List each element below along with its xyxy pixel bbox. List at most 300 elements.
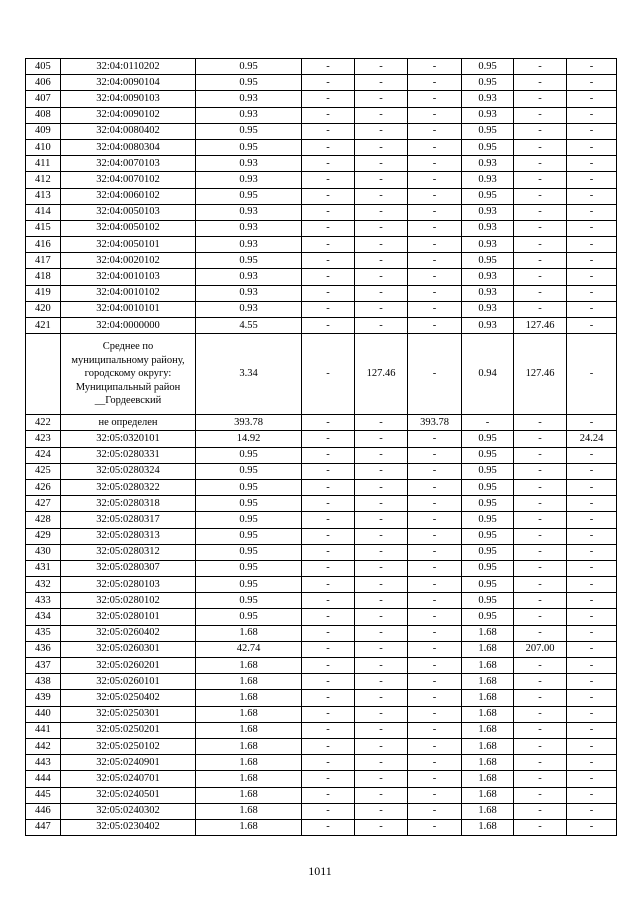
table-cell: - [355, 59, 408, 75]
table-cell: 393.78 [196, 415, 302, 431]
table-cell: - [408, 512, 462, 528]
table-cell: - [302, 496, 355, 512]
table-cell: - [514, 625, 567, 641]
row-number: 441 [26, 722, 61, 738]
table-cell: - [302, 512, 355, 528]
table-cell: - [302, 787, 355, 803]
table-cell: 0.95 [196, 544, 302, 560]
table-cell: - [567, 560, 617, 576]
table-cell: - [355, 528, 408, 544]
table-cell: 0.95 [196, 123, 302, 139]
data-table [25, 58, 617, 836]
table-cell: - [514, 674, 567, 690]
table-cell: - [514, 107, 567, 123]
table-cell: 0.95 [462, 544, 514, 560]
table-cell: - [355, 593, 408, 609]
table-cell: 1.68 [196, 658, 302, 674]
table-cell: - [514, 431, 567, 447]
cadastral-number: 32:05:0280102 [61, 593, 196, 609]
table-row [26, 220, 617, 236]
table-row [26, 803, 617, 819]
table-cell: - [408, 447, 462, 463]
table-cell: - [514, 738, 567, 754]
table-cell: - [355, 771, 408, 787]
table-cell: - [514, 706, 567, 722]
table-cell: - [514, 91, 567, 107]
table-cell: 0.95 [196, 560, 302, 576]
table-cell: - [408, 706, 462, 722]
table-cell: - [514, 59, 567, 75]
table-cell: - [355, 156, 408, 172]
table-cell: - [302, 755, 355, 771]
row-number: 406 [26, 75, 61, 91]
table-cell: - [355, 237, 408, 253]
table-row [26, 658, 617, 674]
table-cell: - [408, 431, 462, 447]
table-cell: - [567, 463, 617, 479]
table-cell: 0.93 [462, 237, 514, 253]
table-cell: 0.93 [462, 204, 514, 220]
row-number: 428 [26, 512, 61, 528]
table-cell: - [408, 803, 462, 819]
table-row [26, 415, 617, 431]
table-cell: 1.68 [462, 738, 514, 754]
table-cell: - [514, 204, 567, 220]
table-cell: 1.68 [196, 674, 302, 690]
table-cell: - [567, 528, 617, 544]
table-row [26, 609, 617, 625]
table-cell: - [408, 771, 462, 787]
table-cell: 1.68 [462, 641, 514, 657]
row-number: 419 [26, 285, 61, 301]
table-cell: 0.95 [462, 188, 514, 204]
table-cell: - [302, 415, 355, 431]
table-cell: 0.95 [462, 59, 514, 75]
table-cell: - [514, 172, 567, 188]
table-cell: - [302, 803, 355, 819]
table-cell: - [302, 706, 355, 722]
table-row [26, 577, 617, 593]
table-cell: 0.95 [196, 609, 302, 625]
row-number: 434 [26, 609, 61, 625]
table-cell: - [355, 803, 408, 819]
table-cell: - [567, 156, 617, 172]
cadastral-number: 32:04:0000000 [61, 318, 196, 334]
table-cell: - [355, 463, 408, 479]
cadastral-number: 32:04:0010103 [61, 269, 196, 285]
table-cell: - [408, 75, 462, 91]
table-cell: - [302, 722, 355, 738]
table-cell: - [567, 738, 617, 754]
table-cell: - [355, 738, 408, 754]
table-cell: - [302, 771, 355, 787]
cadastral-number: 32:05:0240701 [61, 771, 196, 787]
table-cell: - [355, 577, 408, 593]
row-number: 423 [26, 431, 61, 447]
table-cell: 0.93 [462, 156, 514, 172]
cadastral-number: 32:05:0250402 [61, 690, 196, 706]
table-cell: - [567, 139, 617, 155]
table-cell: - [514, 447, 567, 463]
table-row [26, 641, 617, 657]
table-cell: - [355, 204, 408, 220]
cadastral-number: не определен [61, 415, 196, 431]
summary-value: - [408, 334, 462, 415]
table-cell: - [514, 415, 567, 431]
table-cell: - [408, 544, 462, 560]
table-cell: - [302, 237, 355, 253]
table-cell: - [514, 528, 567, 544]
table-cell: 0.93 [196, 237, 302, 253]
cadastral-number: 32:05:0260101 [61, 674, 196, 690]
table-cell: - [302, 253, 355, 269]
table-cell: 0.93 [196, 220, 302, 236]
table-cell: - [567, 544, 617, 560]
table-cell: - [408, 593, 462, 609]
table-cell: 0.95 [462, 123, 514, 139]
row-number: 447 [26, 819, 61, 835]
table-cell: 1.68 [462, 658, 514, 674]
table-cell: 0.93 [462, 107, 514, 123]
table-cell: - [567, 787, 617, 803]
table-cell: - [302, 91, 355, 107]
row-number: 445 [26, 787, 61, 803]
table-cell: - [355, 431, 408, 447]
table-cell: - [355, 787, 408, 803]
table-row [26, 819, 617, 835]
table-cell: - [514, 496, 567, 512]
cadastral-number: 32:04:0090103 [61, 91, 196, 107]
row-number: 425 [26, 463, 61, 479]
cadastral-number: 32:05:0250301 [61, 706, 196, 722]
cadastral-number: 32:04:0070102 [61, 172, 196, 188]
table-cell: - [355, 107, 408, 123]
row-number: 443 [26, 755, 61, 771]
table-cell: 0.95 [196, 253, 302, 269]
table-cell: - [355, 641, 408, 657]
table-row [26, 253, 617, 269]
table-row [26, 431, 617, 447]
table-cell: - [355, 706, 408, 722]
table-cell: - [514, 123, 567, 139]
cadastral-number: 32:04:0050102 [61, 220, 196, 236]
cadastral-number: 32:05:0280103 [61, 577, 196, 593]
table-cell: - [408, 318, 462, 334]
row-number: 427 [26, 496, 61, 512]
table-cell: 1.68 [196, 771, 302, 787]
table-cell: - [355, 91, 408, 107]
table-cell: - [355, 301, 408, 317]
cadastral-number: 32:04:0060102 [61, 188, 196, 204]
table-cell: - [355, 479, 408, 495]
row-number: 422 [26, 415, 61, 431]
table-cell: - [355, 819, 408, 835]
row-number: 411 [26, 156, 61, 172]
table-cell: - [567, 447, 617, 463]
table-cell: 1.68 [196, 819, 302, 835]
table-cell: - [567, 107, 617, 123]
table-cell: - [302, 463, 355, 479]
summary-value: - [302, 334, 355, 415]
table-cell: - [355, 220, 408, 236]
table-cell: - [408, 609, 462, 625]
cadastral-number: 32:05:0240901 [61, 755, 196, 771]
table-cell: 0.95 [196, 528, 302, 544]
table-cell: 1.68 [462, 755, 514, 771]
row-number: 407 [26, 91, 61, 107]
row-number: 438 [26, 674, 61, 690]
table-row [26, 172, 617, 188]
table-cell: - [408, 59, 462, 75]
table-row [26, 722, 617, 738]
cadastral-number: 32:05:0250201 [61, 722, 196, 738]
table-cell: - [355, 609, 408, 625]
table-cell: 1.68 [462, 722, 514, 738]
table-cell: - [302, 301, 355, 317]
table-cell: 4.55 [196, 318, 302, 334]
table-cell: - [567, 803, 617, 819]
table-cell: - [567, 301, 617, 317]
table-cell: 0.95 [462, 75, 514, 91]
row-number: 436 [26, 641, 61, 657]
table-cell: - [355, 188, 408, 204]
table-cell: - [514, 544, 567, 560]
cadastral-number: 32:05:0280331 [61, 447, 196, 463]
table-cell: 0.93 [462, 269, 514, 285]
table-cell: 0.93 [462, 91, 514, 107]
table-cell: - [514, 609, 567, 625]
table-cell: - [408, 188, 462, 204]
table-cell: - [408, 560, 462, 576]
table-row [26, 204, 617, 220]
table-cell: - [567, 706, 617, 722]
table-cell: - [302, 204, 355, 220]
table-cell: - [567, 220, 617, 236]
table-cell: - [567, 59, 617, 75]
table-cell: - [355, 123, 408, 139]
row-number: 433 [26, 593, 61, 609]
table-cell: - [567, 674, 617, 690]
table-cell: 0.95 [196, 496, 302, 512]
row-number: 446 [26, 803, 61, 819]
table-cell: - [567, 496, 617, 512]
table-row [26, 771, 617, 787]
cadastral-number: 32:04:0080402 [61, 123, 196, 139]
table-cell: - [514, 220, 567, 236]
row-number: 432 [26, 577, 61, 593]
table-cell: - [514, 75, 567, 91]
table-cell: 0.95 [196, 188, 302, 204]
table-cell: - [302, 658, 355, 674]
table-cell: 0.95 [196, 59, 302, 75]
table-cell: 0.95 [462, 253, 514, 269]
table-cell: - [514, 301, 567, 317]
table-cell: - [355, 690, 408, 706]
table-cell: 1.68 [462, 803, 514, 819]
table-cell: - [302, 188, 355, 204]
table-cell: 0.95 [462, 463, 514, 479]
table-cell: 0.95 [462, 479, 514, 495]
cadastral-number: 32:04:0090102 [61, 107, 196, 123]
summary-value: 3.34 [196, 334, 302, 415]
table-cell: 0.95 [462, 447, 514, 463]
table-cell: - [408, 819, 462, 835]
table-cell: - [514, 577, 567, 593]
table-cell: - [355, 755, 408, 771]
row-number: 437 [26, 658, 61, 674]
table-cell: 0.95 [196, 463, 302, 479]
table-cell: - [567, 593, 617, 609]
table-cell: - [567, 75, 617, 91]
table-cell: 0.95 [462, 609, 514, 625]
table-cell: 0.95 [462, 496, 514, 512]
table-cell: 0.93 [196, 156, 302, 172]
table-cell: 1.68 [462, 706, 514, 722]
table-row [26, 674, 617, 690]
table-cell: 0.95 [196, 593, 302, 609]
table-cell: - [567, 755, 617, 771]
table-cell: - [514, 819, 567, 835]
table-cell: - [302, 577, 355, 593]
table-cell: - [567, 625, 617, 641]
table-cell: - [514, 285, 567, 301]
table-cell: - [302, 172, 355, 188]
table-row [26, 479, 617, 495]
table-cell: 0.95 [462, 593, 514, 609]
table-cell: 1.68 [462, 625, 514, 641]
table-cell: - [514, 156, 567, 172]
table-cell: 1.68 [462, 674, 514, 690]
table-cell: - [355, 722, 408, 738]
table-cell: 24.24 [567, 431, 617, 447]
table-cell: - [355, 269, 408, 285]
table-row [26, 787, 617, 803]
cadastral-number: 32:05:0240302 [61, 803, 196, 819]
table-cell: - [567, 609, 617, 625]
table-cell: 1.68 [462, 787, 514, 803]
summary-value: 0.94 [462, 334, 514, 415]
table-cell: 0.93 [196, 269, 302, 285]
row-number: 429 [26, 528, 61, 544]
table-cell: - [408, 496, 462, 512]
table-cell: 0.95 [462, 431, 514, 447]
table-cell: - [355, 447, 408, 463]
row-number: 430 [26, 544, 61, 560]
table-cell: 1.68 [196, 803, 302, 819]
table-cell: 1.68 [196, 755, 302, 771]
table-row [26, 139, 617, 155]
table-cell: 0.93 [462, 172, 514, 188]
table-cell: - [408, 172, 462, 188]
table-cell: - [514, 690, 567, 706]
table-cell: - [514, 479, 567, 495]
table-cell: - [408, 269, 462, 285]
table-cell: 0.95 [462, 512, 514, 528]
table-cell: - [567, 512, 617, 528]
row-number: 418 [26, 269, 61, 285]
table-cell: - [567, 318, 617, 334]
table-cell: 0.93 [462, 220, 514, 236]
cadastral-number: 32:05:0260201 [61, 658, 196, 674]
table-cell: 207.00 [514, 641, 567, 657]
table-cell: 1.68 [196, 625, 302, 641]
table-cell: - [408, 156, 462, 172]
table-cell: - [514, 253, 567, 269]
table-cell: - [355, 544, 408, 560]
table-cell: - [302, 544, 355, 560]
table-cell: - [302, 674, 355, 690]
table-cell: 1.68 [196, 787, 302, 803]
table-cell: - [514, 188, 567, 204]
table-cell: - [567, 479, 617, 495]
summary-value: 127.46 [355, 334, 408, 415]
table-cell: - [355, 139, 408, 155]
table-cell: 1.68 [196, 690, 302, 706]
table-cell: - [514, 787, 567, 803]
row-number: 444 [26, 771, 61, 787]
table-row [26, 269, 617, 285]
table-cell: 127.46 [514, 318, 567, 334]
table-cell: - [355, 415, 408, 431]
table-row [26, 123, 617, 139]
table-cell: - [514, 269, 567, 285]
table-row [26, 528, 617, 544]
cadastral-number: 32:05:0280312 [61, 544, 196, 560]
table-cell: - [302, 269, 355, 285]
table-cell: - [302, 479, 355, 495]
table-cell: - [408, 301, 462, 317]
table-row [26, 690, 617, 706]
table-cell: - [567, 690, 617, 706]
table-row [26, 512, 617, 528]
table-cell: - [408, 674, 462, 690]
table-body-top [26, 59, 617, 334]
table-cell: 0.93 [196, 172, 302, 188]
table-cell: - [514, 771, 567, 787]
table-cell: 0.95 [196, 577, 302, 593]
table-cell: 0.95 [462, 528, 514, 544]
table-cell: - [408, 755, 462, 771]
table-row [26, 156, 617, 172]
table-cell: - [514, 658, 567, 674]
table-cell: 0.95 [196, 479, 302, 495]
table-row [26, 625, 617, 641]
table-cell: - [355, 285, 408, 301]
table-cell: - [408, 722, 462, 738]
table-cell: - [408, 123, 462, 139]
table-cell: 1.68 [462, 771, 514, 787]
table-cell: - [302, 285, 355, 301]
table-cell: - [302, 738, 355, 754]
table-cell: - [302, 75, 355, 91]
table-cell: - [408, 479, 462, 495]
table-row [26, 237, 617, 253]
table-cell: - [462, 415, 514, 431]
cadastral-number: 32:05:0280317 [61, 512, 196, 528]
table-row [26, 75, 617, 91]
table-cell: - [567, 285, 617, 301]
table-cell: 0.93 [196, 285, 302, 301]
table-cell: 14.92 [196, 431, 302, 447]
table-cell: - [408, 738, 462, 754]
table-cell: - [567, 771, 617, 787]
table-row [26, 738, 617, 754]
row-number: 414 [26, 204, 61, 220]
table-cell: 42.74 [196, 641, 302, 657]
row-number: 442 [26, 738, 61, 754]
row-number: 431 [26, 560, 61, 576]
table-row [26, 107, 617, 123]
